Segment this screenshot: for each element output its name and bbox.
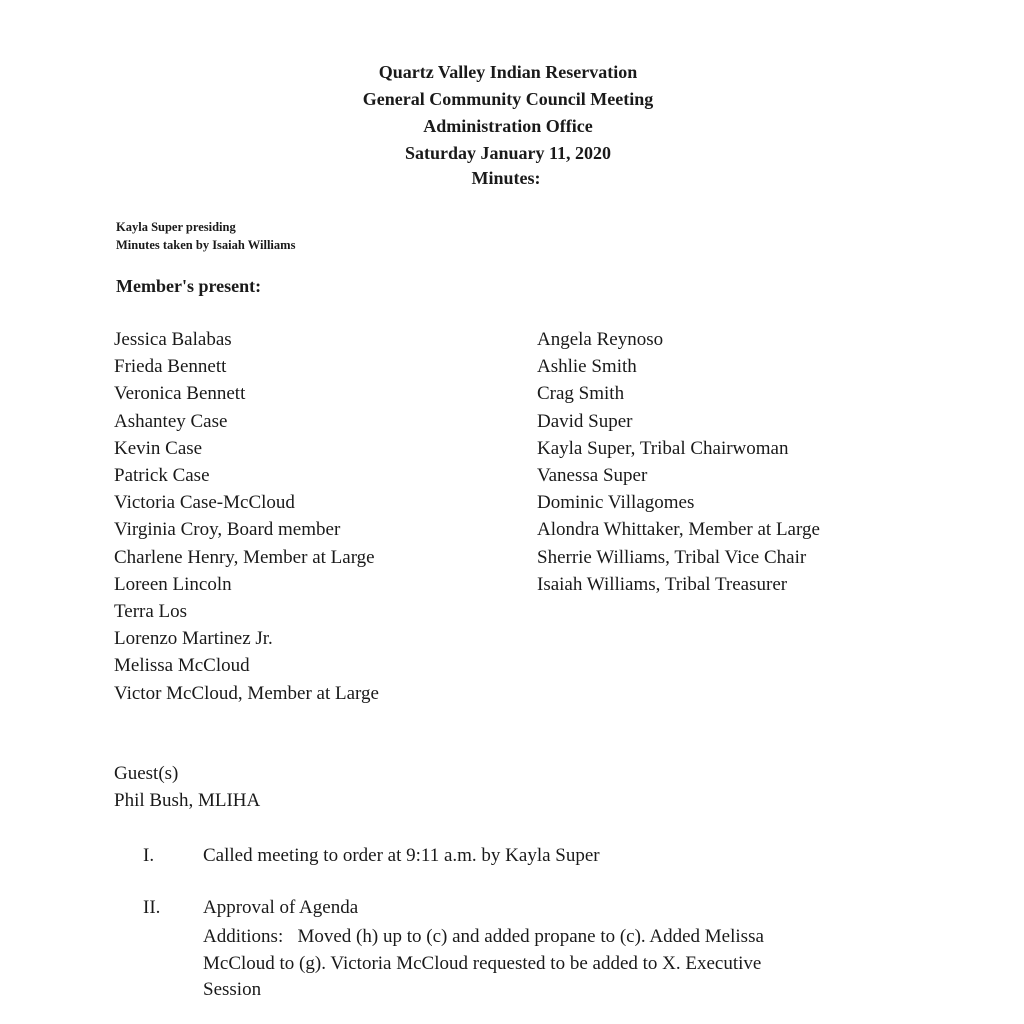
doc-subtitle: General Community Council Meeting — [362, 89, 654, 109]
member-name: Veronica Bennett — [114, 383, 246, 405]
agenda-item-detail: McCloud to (g). Victoria McCloud requested to be added to X. Executive — [203, 953, 762, 974]
member-name: Angela Reynoso — [537, 329, 664, 350]
member-name: Lorenzo Martinez Jr. — [114, 628, 273, 650]
agenda-item-detail: Session — [203, 979, 262, 1000]
member-name: Kayla Super, Tribal Chairwoman — [537, 437, 789, 459]
member-name: Dominic Villagomes — [537, 492, 695, 514]
member-name: Victoria Case-McCloud — [114, 492, 295, 514]
member-name: Victor McCloud, Member at Large — [114, 682, 379, 704]
member-name: Sherrie Williams, Tribal Vice Chair — [537, 546, 807, 568]
member-name: Ashantey Case — [114, 410, 228, 432]
member-name: Loreen Lincoln — [114, 573, 232, 595]
members-heading: Member's present: — [116, 276, 262, 296]
minutes-taker-note: Minutes taken by Isaiah Williams — [116, 238, 296, 252]
doc-title: Quartz Valley Indian Reservation — [378, 62, 638, 82]
agenda-item-text: Approval of Agenda — [203, 897, 359, 918]
member-name: Charlene Henry, Member at Large — [114, 546, 375, 568]
presiding-note: Kayla Super presiding — [116, 220, 236, 234]
minutes-heading: Minutes: — [471, 168, 541, 188]
member-name: David Super — [537, 410, 633, 432]
guest-item: Phil Bush, MLIHA — [114, 790, 261, 811]
doc-location: Administration Office — [423, 116, 593, 136]
member-name: Patrick Case — [114, 465, 210, 487]
agenda-item-number: I. — [143, 845, 155, 866]
member-name: Crag Smith — [537, 383, 625, 405]
member-name: Frieda Bennett — [114, 356, 227, 378]
agenda-item-number: II. — [143, 897, 161, 918]
member-name: Kevin Case — [114, 437, 203, 459]
member-name: Melissa McCloud — [114, 655, 250, 677]
members-left-column — [114, 326, 379, 707]
member-name: Alondra Whittaker, Member at Large — [537, 519, 820, 541]
members-right-column — [537, 326, 820, 598]
member-name: Jessica Balabas — [114, 329, 232, 350]
member-name: Vanessa Super — [537, 465, 648, 487]
agenda-item-detail: Additions: Moved (h) up to (c) and added propane to (c). Added Melissa — [203, 926, 764, 947]
member-name: Terra Los — [114, 601, 188, 623]
member-name: Virginia Croy, Board member — [114, 519, 341, 541]
guests-heading: Guest(s) — [114, 763, 179, 784]
member-name: Ashlie Smith — [537, 356, 637, 378]
member-name: Isaiah Williams, Tribal Treasurer — [537, 573, 788, 595]
doc-date: Saturday January 11, 2020 — [404, 143, 612, 163]
agenda-item-text: Called meeting to order at 9:11 a.m. by Kayla Super — [203, 845, 600, 866]
